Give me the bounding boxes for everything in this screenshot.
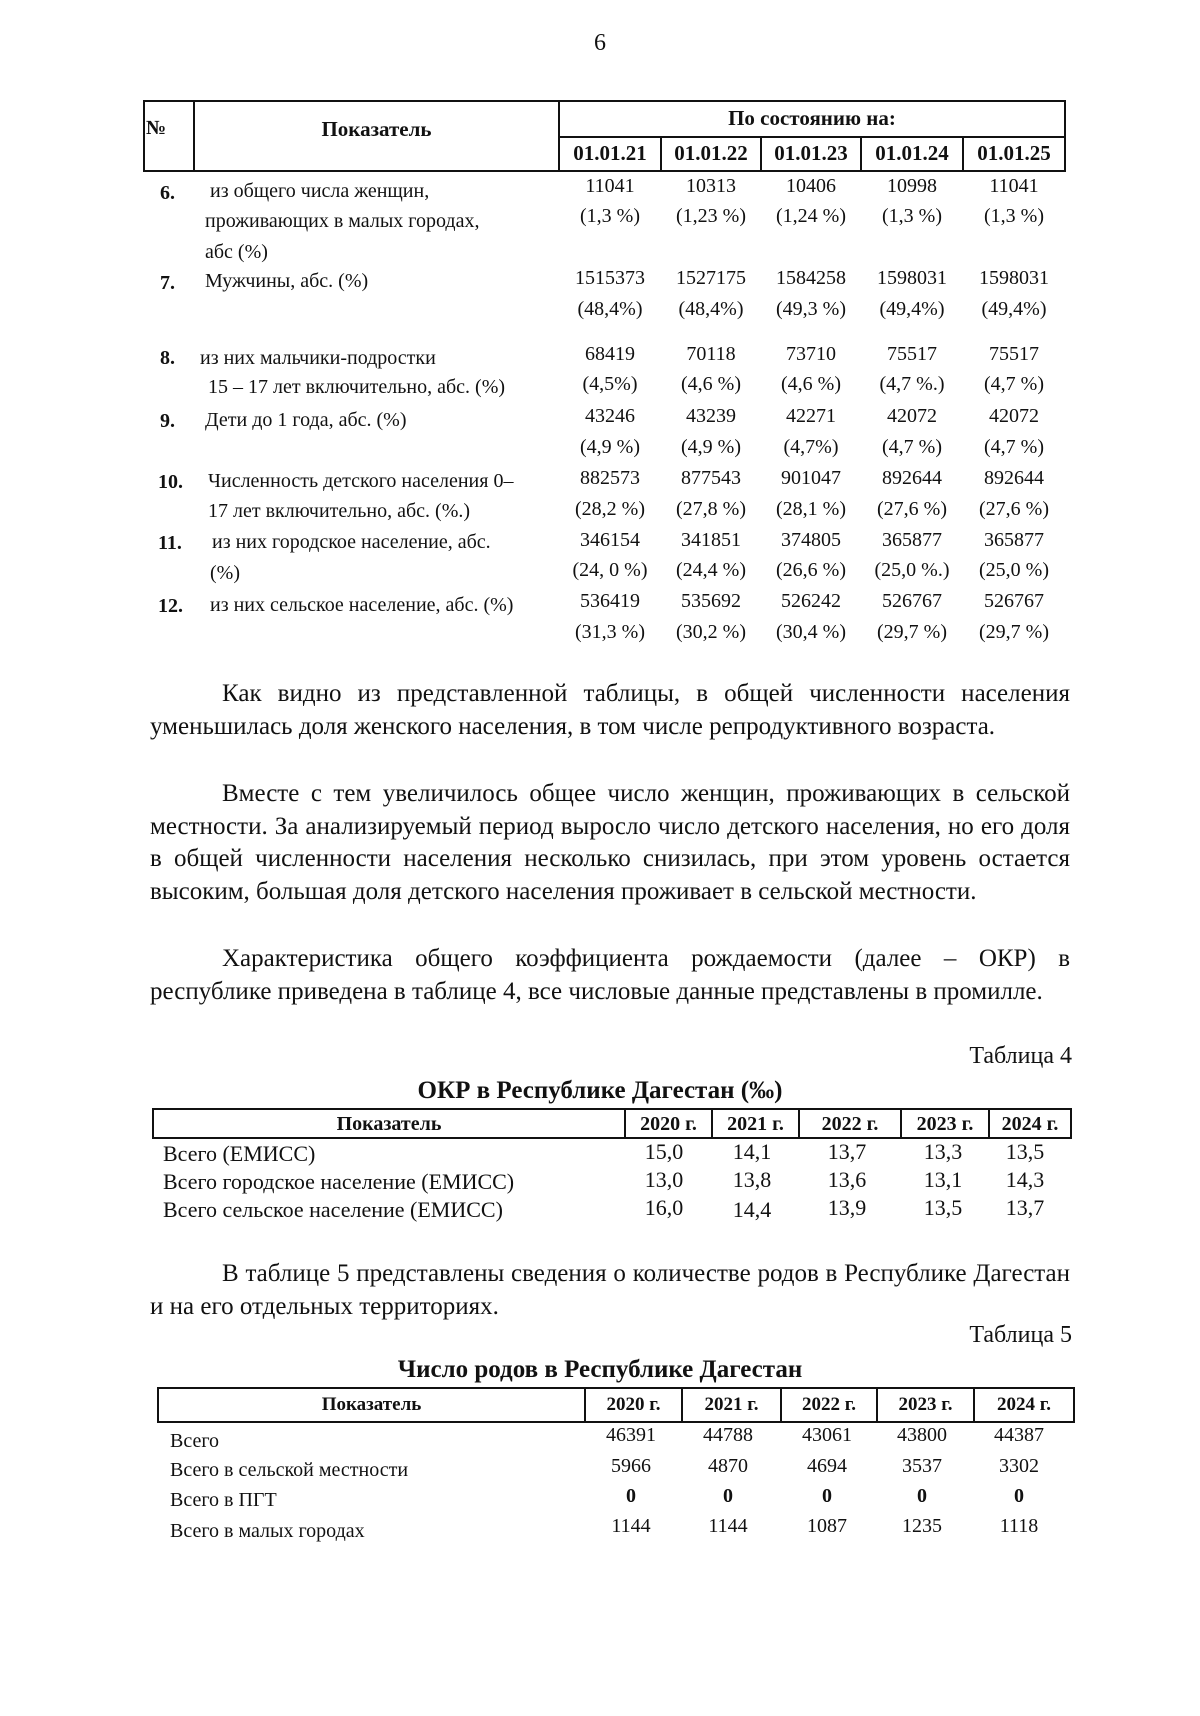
value: 13,9 — [827, 1195, 867, 1220]
row-label: Всего сельское население (ЕМИСС) — [163, 1197, 503, 1222]
value-pct: (4,9 %) — [580, 436, 640, 458]
row-number: 9. — [160, 410, 175, 432]
date-header: 01.01.24 — [875, 141, 949, 165]
value-pct: (26,6 %) — [776, 559, 846, 581]
value-abs: 11041 — [989, 175, 1039, 197]
value-abs: 535692 — [681, 590, 741, 612]
value-abs: 43246 — [585, 405, 635, 427]
value-abs: 346154 — [580, 529, 640, 551]
value: 13,7 — [1005, 1195, 1045, 1220]
value-pct: (27,6 %) — [877, 498, 947, 520]
value-pct: (25,0 %.) — [874, 559, 950, 581]
row-label: Всего (ЕМИСС) — [163, 1141, 316, 1166]
row-label: Всего в сельской местности — [170, 1459, 409, 1481]
col-indicator-header: Показатель — [336, 1113, 442, 1135]
value-pct: (27,6 %) — [979, 498, 1049, 520]
date-header: 01.01.25 — [977, 141, 1051, 165]
value-pct: (4,7%) — [783, 436, 839, 458]
paragraph: Характеристика общего коэффициента рождаемости (далее – ОКР) в республике приведена в таблице 4, все числовые данные представлены в промилле. — [150, 945, 1070, 1005]
year-header: 2021 г. — [727, 1113, 784, 1135]
table-right-border — [1064, 100, 1066, 172]
value-abs: 526242 — [781, 590, 841, 612]
table-top-border — [143, 100, 1066, 102]
row-label: Мужчины, абс. (%) — [205, 270, 369, 292]
value-abs: 75517 — [887, 343, 937, 365]
value-pct: (29,7 %) — [979, 621, 1049, 643]
value-abs: 365877 — [882, 529, 942, 551]
col-group-header: По состоянию на: — [728, 106, 896, 130]
value-abs: 10406 — [786, 175, 836, 197]
value: 4694 — [807, 1455, 847, 1477]
row-label: Дети до 1 года, абс. (%) — [205, 409, 407, 431]
value: 0 — [723, 1485, 733, 1507]
value: 1144 — [611, 1515, 651, 1537]
row-label: 15 – 17 лет включительно, абс. (%) — [208, 376, 506, 398]
value: 46391 — [606, 1424, 656, 1446]
value-pct: (24, 0 %) — [572, 559, 648, 581]
row-label: из них мальчики-подростки — [200, 347, 436, 369]
value-abs: 70118 — [686, 343, 736, 365]
year-header: 2022 г. — [802, 1394, 856, 1415]
table-caption: Таблица 4 — [969, 1043, 1072, 1069]
row-label: Всего — [170, 1430, 220, 1452]
row-label: абс (%) — [205, 241, 268, 263]
value: 43061 — [802, 1424, 852, 1446]
row-label: Всего городское население (ЕМИСС) — [163, 1169, 515, 1194]
value: 13,3 — [923, 1139, 963, 1164]
value: 13,5 — [923, 1195, 963, 1220]
value-abs: 341851 — [681, 529, 741, 551]
value-pct: (1,3 %) — [882, 205, 942, 227]
paragraph: В таблице 5 представлены сведения о количестве родов в Республике Дагестан и на его отдельных территориях. — [150, 1260, 1070, 1320]
value: 0 — [822, 1485, 832, 1507]
value-pct: (27,8 %) — [676, 498, 746, 520]
col-indicator-header: Показатель — [321, 1394, 422, 1415]
value-abs: 1584258 — [776, 267, 846, 289]
value: 13,0 — [644, 1167, 684, 1192]
value-abs: 901047 — [781, 467, 841, 489]
value: 44788 — [703, 1424, 753, 1446]
value: 0 — [626, 1485, 636, 1507]
year-header: 2020 г. — [606, 1394, 661, 1415]
value-pct: (48,4%) — [678, 298, 744, 320]
value-pct: (48,4%) — [577, 298, 643, 320]
date-header: 01.01.21 — [573, 141, 647, 165]
value-pct: (1,23 %) — [676, 205, 746, 227]
date-header: 01.01.23 — [774, 141, 848, 165]
value-pct: (4,5%) — [582, 373, 638, 395]
value-abs: 1515373 — [575, 267, 645, 289]
value: 44387 — [994, 1424, 1044, 1446]
value-abs: 43239 — [686, 405, 736, 427]
value-abs: 365877 — [984, 529, 1044, 551]
value-pct: (4,6 %) — [681, 373, 741, 395]
value-pct: (1,24 %) — [776, 205, 846, 227]
value-abs: 42271 — [786, 405, 836, 427]
value: 13,1 — [923, 1167, 963, 1192]
value-abs: 42072 — [989, 405, 1039, 427]
value-pct: (4,7 %) — [984, 436, 1044, 458]
value-abs: 75517 — [989, 343, 1039, 365]
value: 1087 — [807, 1515, 847, 1537]
value: 14,4 — [732, 1197, 772, 1222]
row-label: из них сельское население, абс. (%) — [210, 594, 514, 616]
year-header: 2020 г. — [640, 1113, 697, 1135]
value: 3537 — [902, 1455, 942, 1477]
value: 14,1 — [732, 1139, 772, 1164]
value-abs: 10998 — [887, 175, 937, 197]
value: 43800 — [897, 1424, 947, 1446]
value: 1144 — [708, 1515, 748, 1537]
value-pct: (24,4 %) — [676, 559, 746, 581]
value-abs: 1598031 — [877, 267, 947, 289]
year-header: 2024 г. — [997, 1394, 1051, 1415]
value-pct: (49,4%) — [879, 298, 945, 320]
year-header: 2024 г. — [1001, 1113, 1059, 1135]
row-label: Всего в малых городах — [170, 1520, 365, 1542]
value-abs: 10313 — [686, 175, 736, 197]
col-number-header: № — [146, 117, 167, 139]
row-label: проживающих в малых городах, — [205, 210, 480, 232]
value: 15,0 — [644, 1139, 684, 1164]
date-row-divider — [558, 136, 1066, 138]
row-number: 6. — [160, 182, 175, 204]
value-pct: (29,7 %) — [877, 621, 947, 643]
value: 5966 — [611, 1455, 651, 1477]
value-abs: 877543 — [681, 467, 741, 489]
row-label: Всего в ПГТ — [170, 1489, 277, 1511]
row-label: из общего числа женщин, — [210, 180, 430, 202]
value-pct: (49,3 %) — [776, 298, 846, 320]
value: 3302 — [999, 1455, 1039, 1477]
value: 1118 — [999, 1515, 1039, 1537]
year-header: 2023 г. — [898, 1394, 953, 1415]
value-pct: (1,3 %) — [984, 205, 1044, 227]
value-abs: 536419 — [580, 590, 640, 612]
value-pct: (25,0 %) — [979, 559, 1049, 581]
row-label: из них городское население, абс. — [212, 531, 491, 553]
col-indicator-header: Показатель — [321, 117, 432, 141]
paragraph: Как видно из представленной таблицы, в общей численности населения уменьшилась доля женского населения, в том числе репродуктивного возраста. — [150, 680, 1070, 740]
date-header: 01.01.22 — [674, 141, 748, 165]
value-pct: (1,3 %) — [580, 205, 640, 227]
value-abs: 1527175 — [676, 267, 746, 289]
value-abs: 892644 — [882, 467, 942, 489]
value-abs: 526767 — [984, 590, 1044, 612]
value: 0 — [1014, 1485, 1024, 1507]
year-header: 2023 г. — [916, 1113, 974, 1135]
value-pct: (49,4%) — [981, 298, 1047, 320]
value: 13,7 — [827, 1139, 867, 1164]
value: 13,5 — [1005, 1139, 1045, 1164]
value-abs: 42072 — [887, 405, 937, 427]
value-abs: 892644 — [984, 467, 1044, 489]
value: 14,3 — [1005, 1167, 1045, 1192]
value: 13,8 — [732, 1167, 772, 1192]
value-abs: 68419 — [585, 343, 635, 365]
value-abs: 1598031 — [979, 267, 1049, 289]
value-pct: (30,2 %) — [676, 621, 746, 643]
value: 0 — [917, 1485, 927, 1507]
row-label: (%) — [210, 562, 240, 584]
value-abs: 526767 — [882, 590, 942, 612]
row-label: 17 лет включительно, абс. (%.) — [208, 500, 471, 522]
value-pct: (4,7 %) — [882, 436, 942, 458]
table-title: Число родов в Республике Дагестан — [397, 1356, 803, 1383]
value-abs: 882573 — [580, 467, 640, 489]
row-number: 12. — [158, 595, 183, 617]
row-number: 7. — [160, 272, 175, 294]
table-header-bottom-border — [143, 170, 1066, 172]
value: 16,0 — [644, 1195, 684, 1220]
table-title: ОКР в Республике Дагестан (‰) — [417, 1077, 783, 1104]
value-abs: 374805 — [781, 529, 841, 551]
table-left-border — [143, 100, 145, 172]
row-number: 10. — [158, 471, 183, 493]
row-number: 11. — [158, 532, 182, 554]
value-pct: (28,1 %) — [776, 498, 846, 520]
row-number: 8. — [160, 347, 175, 369]
row-label: Численность детского населения 0– — [208, 470, 514, 492]
value-pct: (30,4 %) — [776, 621, 846, 643]
value: 1235 — [902, 1515, 942, 1537]
paragraph: Вместе с тем увеличилось общее число женщин, проживающих в сельской местности. За анализируемый период выросло число детского населения, но его доля в общей численности населения несколько снизилась, при этом уровень остается высоким, большая доля детского населения проживает в сельской местности. — [150, 780, 1070, 905]
year-header: 2021 г. — [704, 1394, 759, 1415]
year-header: 2022 г. — [821, 1113, 879, 1135]
value-abs: 11041 — [585, 175, 635, 197]
table-caption: Таблица 5 — [969, 1322, 1072, 1348]
value-pct: (4,7 %) — [984, 373, 1044, 395]
value-pct: (4,7 %.) — [879, 373, 945, 395]
value: 4870 — [708, 1455, 748, 1477]
value-pct: (4,6 %) — [781, 373, 841, 395]
value: 13,6 — [827, 1167, 867, 1192]
page-number: 6 — [594, 30, 606, 56]
value-pct: (28,2 %) — [575, 498, 645, 520]
value-pct: (31,3 %) — [575, 621, 645, 643]
value-pct: (4,9 %) — [681, 436, 741, 458]
value-abs: 73710 — [786, 343, 836, 365]
